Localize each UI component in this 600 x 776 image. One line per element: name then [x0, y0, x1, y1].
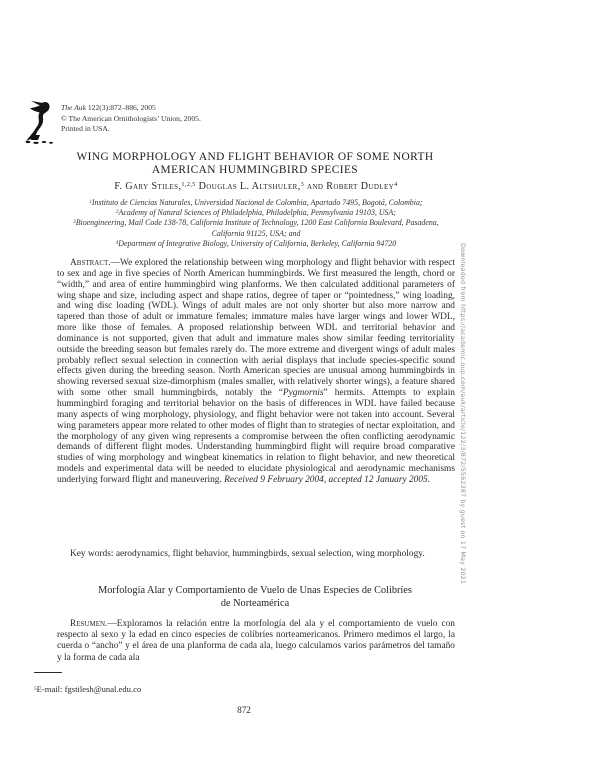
- footnote-text: E-mail: fgstilesh@unal.edu.co: [36, 684, 142, 694]
- article-title-line2: AMERICAN HUMMINGBIRD SPECIES: [151, 164, 359, 177]
- affiliation-text: Academy of Natural Sciences of Philadelphia, Philadelphia, Pennsylvania 19103, USA;: [118, 208, 396, 218]
- abstract-species-term: Pygmornis: [282, 388, 324, 399]
- resumen-paragraph: [57, 619, 455, 664]
- abstract-body-1: We explored the relationship between wing morphology and flight behavior with respect to sex and age in five species of North American hummingbirds. We first measured the length, chord or “width,” and area of entire hummingbird wing planforms. We then calculated additional parameters of wing shape and size, including aspect and shape ratios, degree of taper or “pointedness,” wing loading, and wing disc loading (WDL). Wings of adult males are not only shorter but also more narrow and tapered than those of adult or immature females; immature males have larger wings and lower WDL, more like those of females. A proposed relationship between WDL and territorial behavior and dominance is not supported, given that adult and immature males show similar feeding territoriality outside the breeding season but females rarely do. The more extreme and divergent wings of adult males probably reflect sexual selection in connection with aerial displays that include species-specific sound effects given during the breeding season. North American species are unusual among hummingbirds in showing reversed sexual size-dimorphism (males smaller, with relatively shorter wings), a feature shared with some other small hummingbirds, notably the “: [57, 258, 455, 399]
- affiliation-line: [34, 229, 478, 239]
- author-3: and Robert Dudley: [304, 181, 395, 192]
- journal-citation: 122(3):872–886, 2005: [85, 103, 156, 112]
- journal-name: The Auk: [61, 103, 86, 112]
- abstract-label: Abstract: [70, 258, 109, 268]
- affiliation-sup: 1: [89, 199, 92, 205]
- spanish-title-line2: de Norteamérica: [220, 597, 290, 609]
- affiliation-sup: 2: [116, 210, 119, 215]
- affiliation-line: [34, 208, 478, 218]
- author-1: F. Gary Stiles,: [114, 181, 182, 192]
- affiliations-block: [34, 198, 478, 249]
- affiliation-text: California 91125, USA; and: [211, 228, 301, 238]
- affiliation-line: [34, 239, 478, 249]
- affiliation-line: [34, 198, 478, 208]
- author-1-affil-sup: 1,2,5: [181, 181, 196, 189]
- affiliation-text: Bioengineering, Mail Code 138-78, California Institute of Technology, 1200 East California Boulevard, Pasadena,: [75, 218, 439, 228]
- affiliation-text: Instituto de Ciencias Naturales, Universidad Nacional de Colombia, Apartado 7495, Bogotá, Colombia;: [91, 198, 423, 207]
- affiliation-sup: 4: [115, 240, 119, 246]
- footnote-divider: [34, 672, 62, 673]
- author-2: Douglas L. Altshuler,: [195, 181, 301, 192]
- abstract-received-note: Received 9 February 2004, accepted 12 January 2005.: [224, 474, 431, 485]
- spanish-title: [55, 585, 455, 610]
- abstract-body-2: ” hermits. Attempts to explain hummingbird foraging and territorial behavior on the basis of differences in WDL have failed because many aspects of wing morphology, physiology, and flight behavior were not taken into account. Several wing parameters appear more related to other modes of flight than to strategies of nectar exploitation, and the morphology of any given wing represents a compromise between the often conflicting aerodynamic demands of different flight modes. Understanding hummingbird flight will require broad comparative studies of wing morphology and wingbeat kinematics in relation to flight behavior, and new theoretical models and experimental data will be needed to elucidate physiological and aerodynamic mechanisms underlying forward flight and maneuvering.: [57, 388, 455, 485]
- article-title-line1: WING MORPHOLOGY AND FLIGHT BEHAVIOR OF SOME NORTH: [76, 151, 434, 163]
- affiliation-text: Department of Integrative Biology, University of California, Berkeley, California 94720: [118, 238, 397, 248]
- abstract-paragraph: [57, 258, 455, 486]
- page-number: 872: [237, 705, 251, 715]
- abstract-dash: .—: [108, 258, 120, 268]
- printed-line: Printed in USA.: [61, 124, 110, 134]
- spanish-title-line1: Morfología Alar y Comportamiento de Vuelo de Unas Especies de Colibríes: [98, 585, 412, 596]
- footnote-sup: 5: [34, 685, 37, 692]
- affiliation-line: [34, 218, 478, 228]
- download-watermark: Downloaded from https://academic.oup.com/auk/article/122/3/872/5562387 by guest on 17 May 2021: [459, 243, 466, 585]
- author-3-affil-sup: 4: [394, 181, 398, 189]
- resumen-dash: .—: [105, 619, 117, 629]
- affiliation-sup: 3: [73, 220, 76, 226]
- keywords-paragraph: Key words: aerodynamics, flight behavior, hummingbirds, sexual selection, wing morphology.: [70, 549, 425, 559]
- author-2-affil-sup: 3: [300, 181, 305, 189]
- article-title: [55, 151, 455, 178]
- journal-citation-line: [61, 103, 201, 114]
- journal-header: [61, 103, 201, 135]
- author-line: [34, 181, 478, 192]
- resumen-body: Exploramos la relación entre la morfología del ala y el comportamiento de vuelo con respecto al sexo y la edad en cinco especies de colibríes norteamericanos. Primero medimos el largo, la cuerda o “ancho” y el área de una planforma de cada ala, luego calculamos varios parámetros del tamaño y la forma de cada ala: [57, 619, 455, 663]
- resumen-label: Resumen: [70, 619, 106, 629]
- copyright-line: © The American Ornithologists’ Union, 2005.: [61, 113, 201, 123]
- email-footnote: [34, 684, 141, 694]
- auk-bird-logo-icon: [24, 100, 60, 144]
